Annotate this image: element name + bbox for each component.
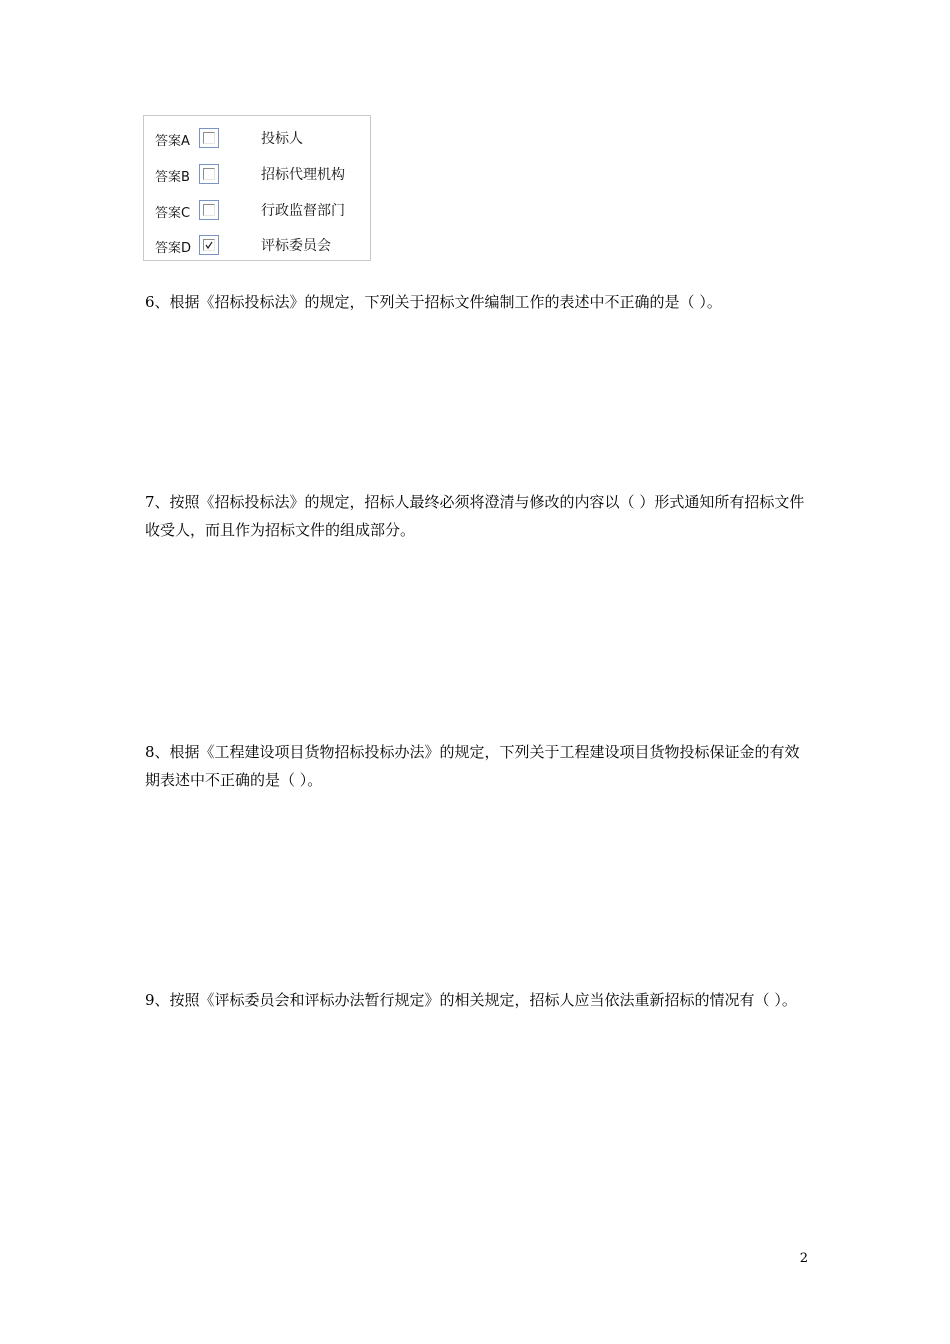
answer-label: 答案C — [155, 206, 191, 221]
question-9: 9、按照《评标委员会和评标办法暂行规定》的相关规定，招标人应当依法重新招标的情况有（ ）。 — [145, 991, 797, 1009]
answer-label: 答案D — [155, 241, 192, 256]
answer-label: 答案A — [155, 134, 190, 149]
question-8: 8、根据《工程建设项目货物招标投标办法》的规定，下列关于工程建设项目货物投标保证金的有效期表述中不正确的是（ ）。 — [145, 743, 800, 789]
checkbox-box-icon — [203, 132, 215, 144]
answer-row-a — [144, 124, 370, 150]
page-number: 2 — [799, 1251, 808, 1266]
answer-row-d — [144, 231, 370, 257]
checkbox-box-icon — [203, 204, 215, 216]
answer-text: 招标代理机构 — [261, 167, 345, 183]
answer-text: 行政监督部门 — [261, 203, 345, 219]
answer-a-checkbox[interactable] — [199, 128, 219, 148]
answer-b-checkbox[interactable] — [199, 164, 219, 184]
answer-row-c — [144, 196, 370, 222]
answer-text: 投标人 — [261, 131, 303, 147]
answer-label: 答案B — [155, 170, 190, 185]
answer-d-checkbox[interactable] — [199, 235, 219, 255]
checkmark-icon — [202, 238, 216, 252]
answer-text: 评标委员会 — [261, 238, 331, 254]
question-7: 7、按照《招标投标法》的规定，招标人最终必须将澄清与修改的内容以（ ）形式通知所有招标文件收受人，而且作为招标文件的组成部分。 — [145, 493, 805, 539]
checkbox-box-icon — [203, 168, 215, 180]
answer-row-b — [144, 160, 370, 186]
answer-c-checkbox[interactable] — [199, 200, 219, 220]
question-6: 6、根据《招标投标法》的规定，下列关于招标文件编制工作的表述中不正确的是（ ）。 — [145, 293, 722, 311]
answer-panel — [143, 115, 371, 261]
